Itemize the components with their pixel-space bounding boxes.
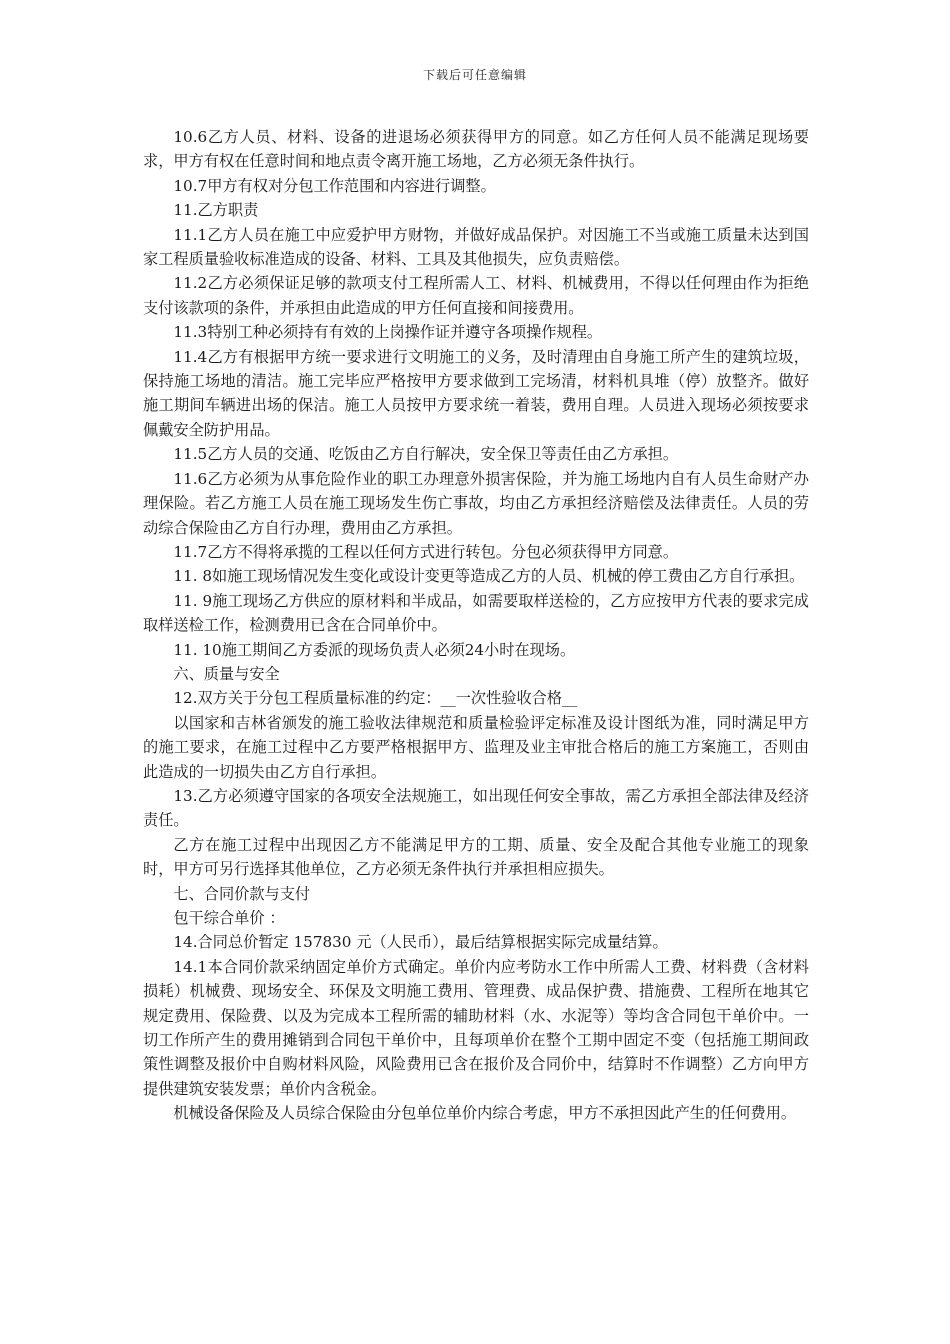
paragraph-11-7: 11.7乙方不得将承揽的工程以任何方式进行转包。分包必须获得甲方同意。 [173, 542, 679, 561]
paragraph-11-8: 11. 8如施工现场情况发生变化或设计变更等造成乙方的人员、机械的停工费由乙方自行承担。 [173, 567, 805, 586]
paragraph-11-5: 11.5乙方人员的交通、吃饭由乙方自行解决，安全保卫等责任由乙方承担。 [173, 445, 679, 464]
paragraph-11-1: 11.1乙方人员在施工中应爱护甲方财物，并做好成品保护。对因施工不当或施工质量未达到国家工程质量验收标准造成的设备、材料、工具及其他损失，应负责赔偿。 [143, 225, 809, 269]
paragraph-11-2: 11.2乙方必须保证足够的款项支付工程所需人工、材料、机械费用，不得以任何理由作为拒绝支付该款项的条件，并承担由此造成的甲方任何直接和间接费用。 [143, 274, 809, 317]
paragraph-12: 12.双方关于分包工程质量标准的约定：__一次性验收合格__ [173, 689, 578, 708]
section-heading-6: 六、质量与安全 [173, 664, 280, 683]
paragraph-11-6: 11.6乙方必须为从事危险作业的职工办理意外损害保险，并为施工场地内自有人员生命财产办理保险。若乙方施工人员在施工现场发生伤亡事故，均由乙方承担经济赔偿及法律责任。人员的劳动综合保险由乙方自行办理，费用由乙方承担。 [143, 469, 809, 537]
page-header: 下载后可任意编辑 [422, 68, 527, 82]
paragraph-11-9: 11. 9施工现场乙方供应的原材料和半成品，如需要取样送检的，乙方应按甲方代表的要求完成取样送检工作，检测费用已含在合同单价中。 [143, 591, 809, 635]
paragraph-11-4: 11.4乙方有根据甲方统一要求进行文明施工的义务，及时清理由自身施工所产生的建筑垃圾，保持施工场地的清洁。施工完毕应严格按甲方要求做到工完场清，材料机具堆（停）放整齐。做好施工期间车辆进出场的保洁。施工人员按甲方要求统一着装，费用自理。人员进入现场必须按要求佩戴安全防护用品。 [143, 347, 809, 439]
paragraph-11-3: 11.3特别工种必须持有有效的上岗操作证并遵守各项操作规程。 [173, 323, 603, 342]
document-body [143, 125, 809, 1126]
paragraph-14-1: 14.1本合同价款采纳固定单价方式确定。单价内应考防水工作中所需人工费、材料费（含材料损耗）机械费、现场安全、环保及文明施工费用、管理费、成品保护费、措施费、工程所在地其它规定费用、保险费、以及为完成本工程所需的辅助材料（水、水泥等）等均含合同包干单价中。一切工作所产生的费用摊销到合同包干单价中，且每项单价在整个工期中固定不变（包括施工期间政策性调整及报价中自购材料风险，风险费用已含在报价及合同价中，结算时不作调整）乙方向甲方提供建筑安装发票；单价内含税金。 [143, 957, 809, 1098]
section-heading-7: 七、合同价款与支付 [173, 884, 311, 903]
paragraph-13: 13.乙方必须遵守国家的各项安全法规施工，如出现任何安全事故，需乙方承担全部法律及经济责任。 [143, 786, 809, 830]
paragraph-10-7: 10.7甲方有权对分包工作范围和内容进行调整。 [173, 176, 496, 195]
paragraph-safety-fallback: 乙方在施工过程中出现因乙方不能满足甲方的工期、质量、安全及配合其他专业施工的现象时，甲方可另行选择其他单位，乙方必须无条件执行并承担相应损失。 [143, 835, 809, 879]
paragraph-11-10: 11. 10施工期间乙方委派的现场负责人必须24小时在现场。 [173, 640, 576, 659]
paragraph-insurance: 机械设备保险及人员综合保险由分包单位单价内综合考虑，甲方不承担因此产生的任何费用。 [173, 1104, 797, 1123]
paragraph-unit-price: 包干综合单价 ： [173, 909, 285, 927]
section-heading-11: 11.乙方职责 [173, 201, 259, 220]
paragraph-14: 14.合同总价暂定 157830 元（人民币），最后结算根据实际完成量结算。 [173, 933, 668, 952]
paragraph-10-6: 10.6乙方人员、材料、设备的进退场必须获得甲方的同意。如乙方任何人员不能满足现场要求，甲方有权在任意时间和地点责令离开施工场地，乙方必须无条件执行。 [143, 128, 809, 171]
paragraph-quality-standard: 以国家和吉林省颁发的施工验收法律规范和质量检验评定标准及设计图纸为准，同时满足甲方的施工要求，在施工过程中乙方要严格根据甲方、监理及业主审批合格后的施工方案施工，否则由此造成的一切损失由乙方自行承担。 [143, 713, 809, 781]
